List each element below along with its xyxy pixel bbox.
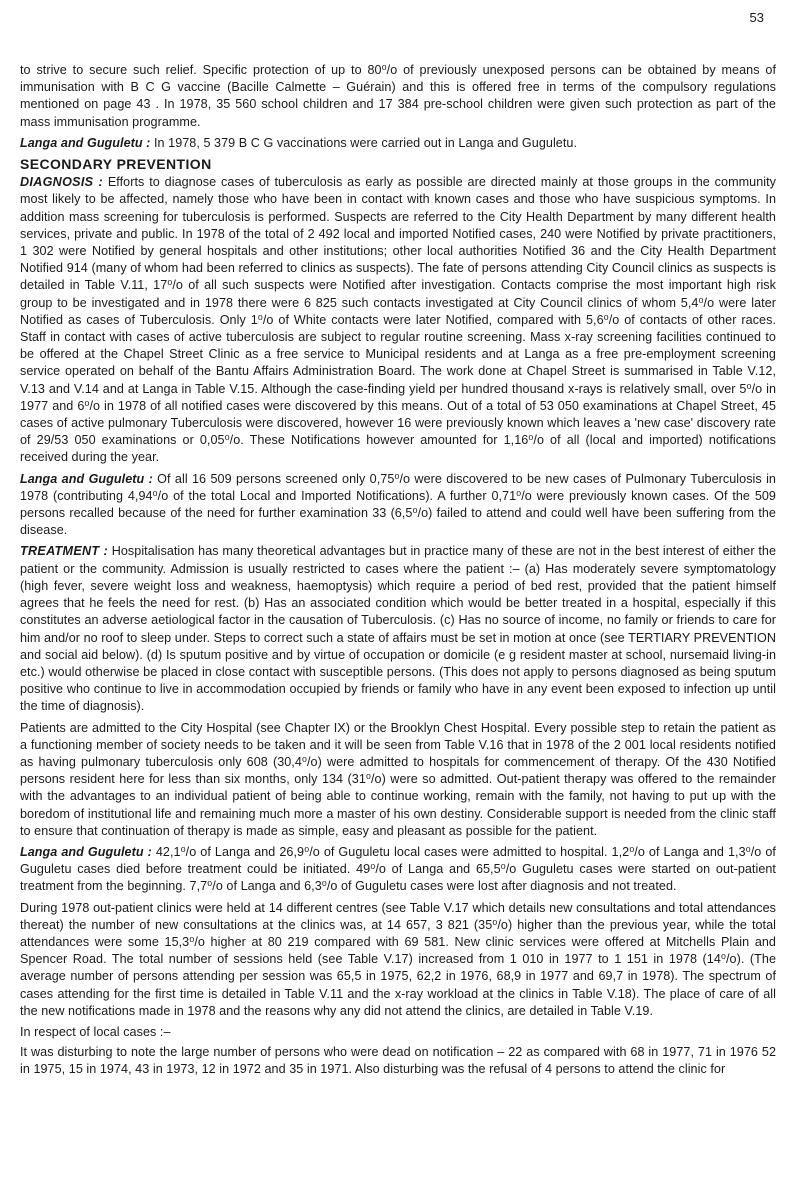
paragraph-diagnosis: [20, 174, 776, 466]
page-number: 53: [749, 10, 764, 25]
paragraph-langa-screening: [20, 471, 776, 540]
paragraph-langa-treatment: [20, 844, 776, 896]
page-body: [20, 62, 776, 1083]
paragraph-lead: Langa and Guguletu :: [20, 135, 151, 150]
paragraph-bcg-immunisation: to strive to secure such relief. Specific protection of up to 80⁰/o of previously unexposed persons can be obtained by means of immunisation with B C G vaccine (Bacille Calmette – Guérain) and this is offered free in terms of the compulsory regulations mentioned on page 43 . In 1978, 35 560 school children and 17 384 pre-school children were given such protection as part of the mass immunisation programme.: [20, 63, 776, 129]
paragraph-lead: Langa and Guguletu :: [20, 844, 152, 859]
paragraph-text: Of all 16 509 persons screened only 0,75⁰/o were discovered to be new cases of Pulmonary Tuberculosis in 1978 (contributing 4,94⁰/o of the total Local and Imported Notifications). A further 0,71⁰/o were previously known cases. Of the 509 persons recalled because of the need for further examination 33 (6,5⁰/o) failed to attend and could well have been suffering from the disease.: [20, 471, 776, 538]
paragraph-text: 42,1⁰/o of Langa and 26,9⁰/o of Guguletu local cases were admitted to hospital. 1,2⁰/o of Langa and 1,3⁰/o of Guguletu cases died before treatment could be initiated. 49⁰/o of Langa and 65,5⁰/o Guguletu cases were started on out-patient treatment from the beginning. 7,7⁰/o of Langa and 6,3⁰/o of Guguletu cases were lost after diagnosis and not treated.: [20, 844, 776, 894]
paragraph-dead-on-notification: It was disturbing to note the large number of persons who were dead on notification – 22 as compared with 68 in 1977, 71 in 1976 52 in 1975, 15 in 1974, 43 in 1973, 12 in 1972 and 35 in 1971. Also disturbing was the refusal of 4 persons to attend the clinic for: [20, 1045, 776, 1077]
paragraph-lead: TREATMENT :: [20, 544, 108, 559]
paragraph-text: Efforts to diagnose cases of tuberculosis as early as possible are directed mainly at those groups in the community most likely to be affected, namely those who have been in contact with known cases and those who have suspicious symptoms. In addition mass screening for tuberculosis is performed. Suspects are referred to the City Health Department by many different health services, private and public. In 1978 of the total of 2 492 local and imported Notified cases, 240 were Notified by private practitioners, 1 302 were Notified by general hospitals and other institutions; other local authorities Notified 36 and the City Health Department Notified 914 (many of whom had been referred to clinics as suspects). The fate of persons attending City Council clinics as suspects is detailed in Table V.11, 17⁰/o of all such suspects were Notified after investigation. Contacts comprise the most important high risk group to be investigated and in 1978 there were 6 825 such contacts investigated at City Council clinics of whom 5,4⁰/o were later Notified as cases of Tuberculosis. Only 1⁰/o of White contacts were later Notified, compared with 5,6⁰/o of contacts of other races. Staff in contact with cases of active tuberculosis are subject to regular routine screening. Mass x-ray screening facilities continued to be offered at the Chapel Street Clinic as a free service to Municipal residents and at Langa as a free pre-employment screening service operated on behalf of the Bantu Affairs Administration Board. The work done at Chapel Street is summarised in Table V.12, V.13 and V.14 and at Langa in Table V.15. Although the case-finding yield per hundred thousand x-rays is relatively small, over 5⁰/o in 1977 and 6⁰/o in 1978 of all notified cases were discovered by this means. Out of a total of 53 050 examinations at Chapel Street, 45 cases of active pulmonary Tuberculosis were discovered, however 16 were previously known which leaves a 'new case' discovery rate of 29/53 050 examinations or 0,05⁰/o. These Notifications however amounted for 1,16⁰/o of all (local and imported) notifications received during the year.: [20, 175, 776, 465]
paragraph-langa-bcg: [20, 135, 776, 152]
paragraph-lead: Langa and Guguletu :: [20, 471, 153, 486]
paragraph-text: In 1978, 5 379 B C G vaccinations were carried out in Langa and Guguletu.: [150, 135, 577, 150]
section-heading: SECONDARY PREVENTION: [20, 156, 212, 173]
paragraph-text: Hospitalisation has many theoretical advantages but in practice many of these are not in the best interest of either the patient or the community. Admission is usually restricted to cases where the patient :– (a) Has moderately severe symptomatology (high fever, severe weight loss and weakness, haemoptysis) which require a period of bed rest, provided that the patient himself agrees that he feels the need for rest. (b) Has an associated condition which would be better treated in a hospital, especially if this constitutes an adverse aetiological factor in the causation of Tuberculosis. (c) Has no source of income, no family or friends to care for him and/or no roof to sleep under. Steps to correct such a state of affairs must be set in motion at once (see TERTIARY PREVENTION and social aid below). (d) Is sputum positive and by virtue of occupation or domicile (e g resident master at school, nursemaid living-in etc.) would otherwise be placed in close contact with susceptible persons. (This does not apply to persons diagnosed as being sputum positive who continue to live in accommodation occupied by friends or family who have in any event been exposed to infection up until the time of diagnosis).: [20, 544, 776, 714]
paragraph-hospital-admission: Patients are admitted to the City Hospital (see Chapter IX) or the Brooklyn Chest Hospital. Every possible step to retain the patient as a functioning member of society needs to be taken and it will be seen from Table V.16 that in 1978 of the 2 001 local residents notified as having pulmonary tuberculosis only 608 (30,4⁰/o) were admitted to hospitals for commencement of therapy. Of the 430 Notified persons resident here for less than six months, only 134 (31⁰/o) were so admitted. Out-patient therapy was offered to the remainder with the advantages to an individual patient of being able to continue working, remain with the family, not having to put up with the boredom of institutional life and remaining much more a master of his own destiny. Considerable support is needed from the clinic staff to ensure that continuation of therapy is made as simple, easy and pleasant as possible for the patient.: [20, 720, 776, 838]
paragraph-treatment: [20, 543, 776, 715]
paragraph-outpatient-clinics: During 1978 out-patient clinics were held at 14 different centres (see Table V.17 which details new consultations and total attendances thereat) the number of new consultations at the clinics was, at 14 657, 3 821 (35⁰/o) higher than the previous year, while the total attendances were some 15,3⁰/o higher at 80 219 compared with 69 581. New clinic services were offered at Mitchells Plain and Spencer Road. The total number of sessions held (see Table V.17) increased from 1 010 in 1977 to 1 151 in 1978 (14⁰/o). (The average number of persons attending per session was 65,5 in 1975, 62,2 in 1976, 68,9 in 1977 and 69,7 in 1978). The spectrum of cases attending for the first time is detailed in Table V.11 and the x-ray workload at the clinics in Table V.18). The place of care of all the new notifications made in 1978 and the reasons why any did not attend the clinics, are detailed in Table V.19.: [20, 900, 776, 1018]
paragraph-local-cases: In respect of local cases :–: [20, 1024, 171, 1039]
paragraph-lead: DIAGNOSIS :: [20, 175, 103, 190]
